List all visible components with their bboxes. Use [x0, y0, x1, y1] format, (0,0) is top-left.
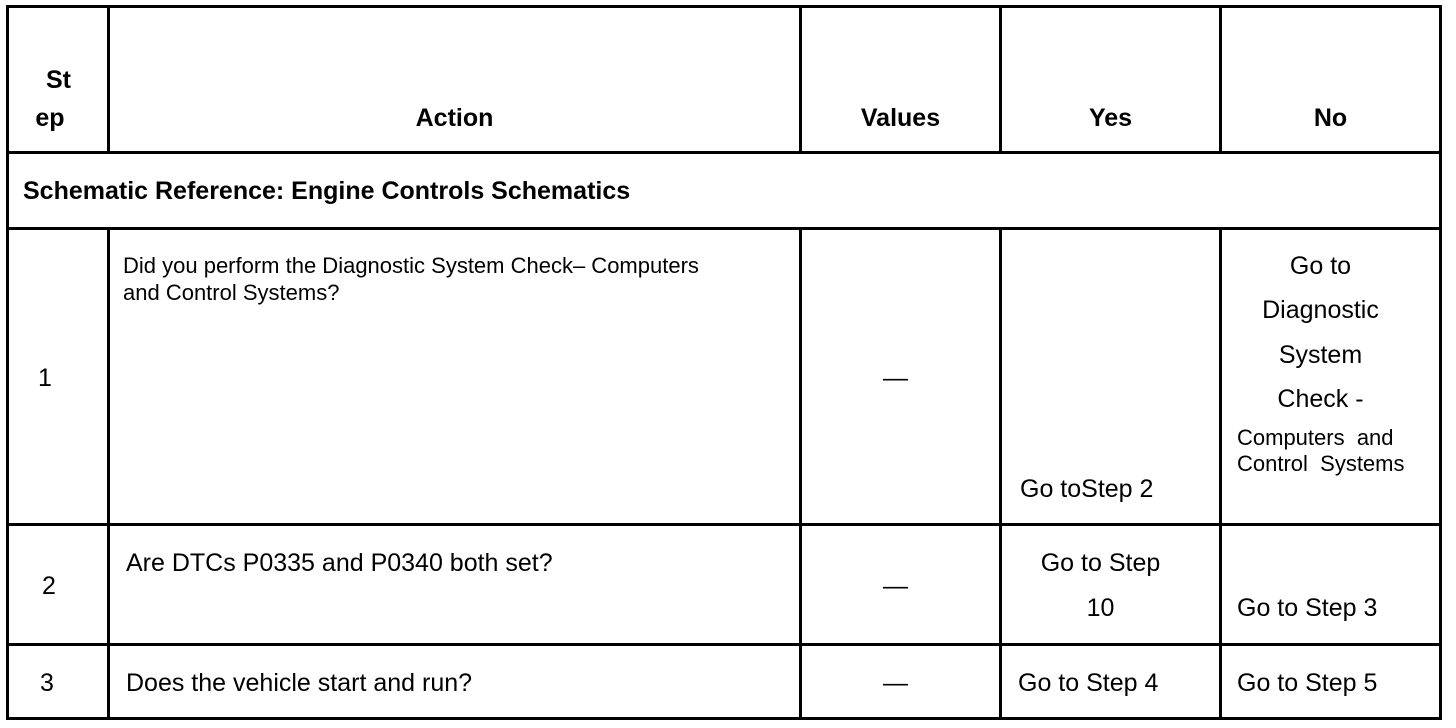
- row2-divider: [6, 643, 1442, 646]
- row1-yes[interactable]: Go toStep 2: [1020, 475, 1154, 503]
- table-border-right: [1439, 5, 1442, 720]
- col-divider-values: [999, 227, 1002, 720]
- table-border-left: [6, 5, 9, 720]
- table-border-bottom: [6, 717, 1442, 720]
- row1-no-line-3[interactable]: System: [1278, 341, 1363, 369]
- row2-no[interactable]: Go to Step 3: [1237, 594, 1378, 622]
- header-values: Values: [860, 104, 941, 132]
- row2-step: 2: [42, 572, 56, 600]
- col-divider-action: [799, 227, 802, 720]
- header-step-line-2: ep: [35, 104, 65, 132]
- row1-no-line-4[interactable]: Check -: [1277, 385, 1364, 413]
- row1-no-line-5[interactable]: Computers and: [1237, 425, 1394, 450]
- row3-action: Does the vehicle start and run?: [126, 669, 473, 697]
- row1-no-line-6[interactable]: Control Systems: [1237, 451, 1405, 476]
- table-border-top: [6, 5, 1442, 8]
- row2-yes-line-1[interactable]: Go to Step: [1040, 549, 1161, 577]
- row3-step: 3: [40, 669, 54, 697]
- header-divider: [6, 151, 1442, 154]
- row1-action-line-2: and Control Systems?: [123, 280, 340, 305]
- header-yes: Yes: [1088, 104, 1133, 132]
- row2-yes-line-2[interactable]: 10: [1086, 594, 1115, 622]
- schematic-reference: Schematic Reference: Engine Controls Schematics: [23, 177, 631, 205]
- col-divider-step: [107, 227, 110, 720]
- row1-step: 1: [38, 364, 52, 392]
- row3-value: —: [883, 669, 908, 697]
- row2-value: —: [883, 572, 908, 600]
- row1-value: —: [883, 364, 908, 392]
- header-action: Action: [415, 104, 494, 132]
- header-no: No: [1313, 104, 1348, 132]
- reference-divider: [6, 227, 1442, 230]
- row1-no-line-2[interactable]: Diagnostic: [1262, 296, 1379, 324]
- row3-no[interactable]: Go to Step 5: [1237, 669, 1378, 697]
- header-step-line-1: St: [46, 66, 71, 94]
- row3-yes[interactable]: Go to Step 4: [1018, 669, 1159, 697]
- row1-no-line-1[interactable]: Go to: [1289, 252, 1352, 280]
- row1-divider: [6, 523, 1442, 526]
- row1-action-line-1: Did you perform the Diagnostic System Check– Computers: [123, 253, 699, 278]
- row2-action: Are DTCs P0335 and P0340 both set?: [126, 549, 553, 577]
